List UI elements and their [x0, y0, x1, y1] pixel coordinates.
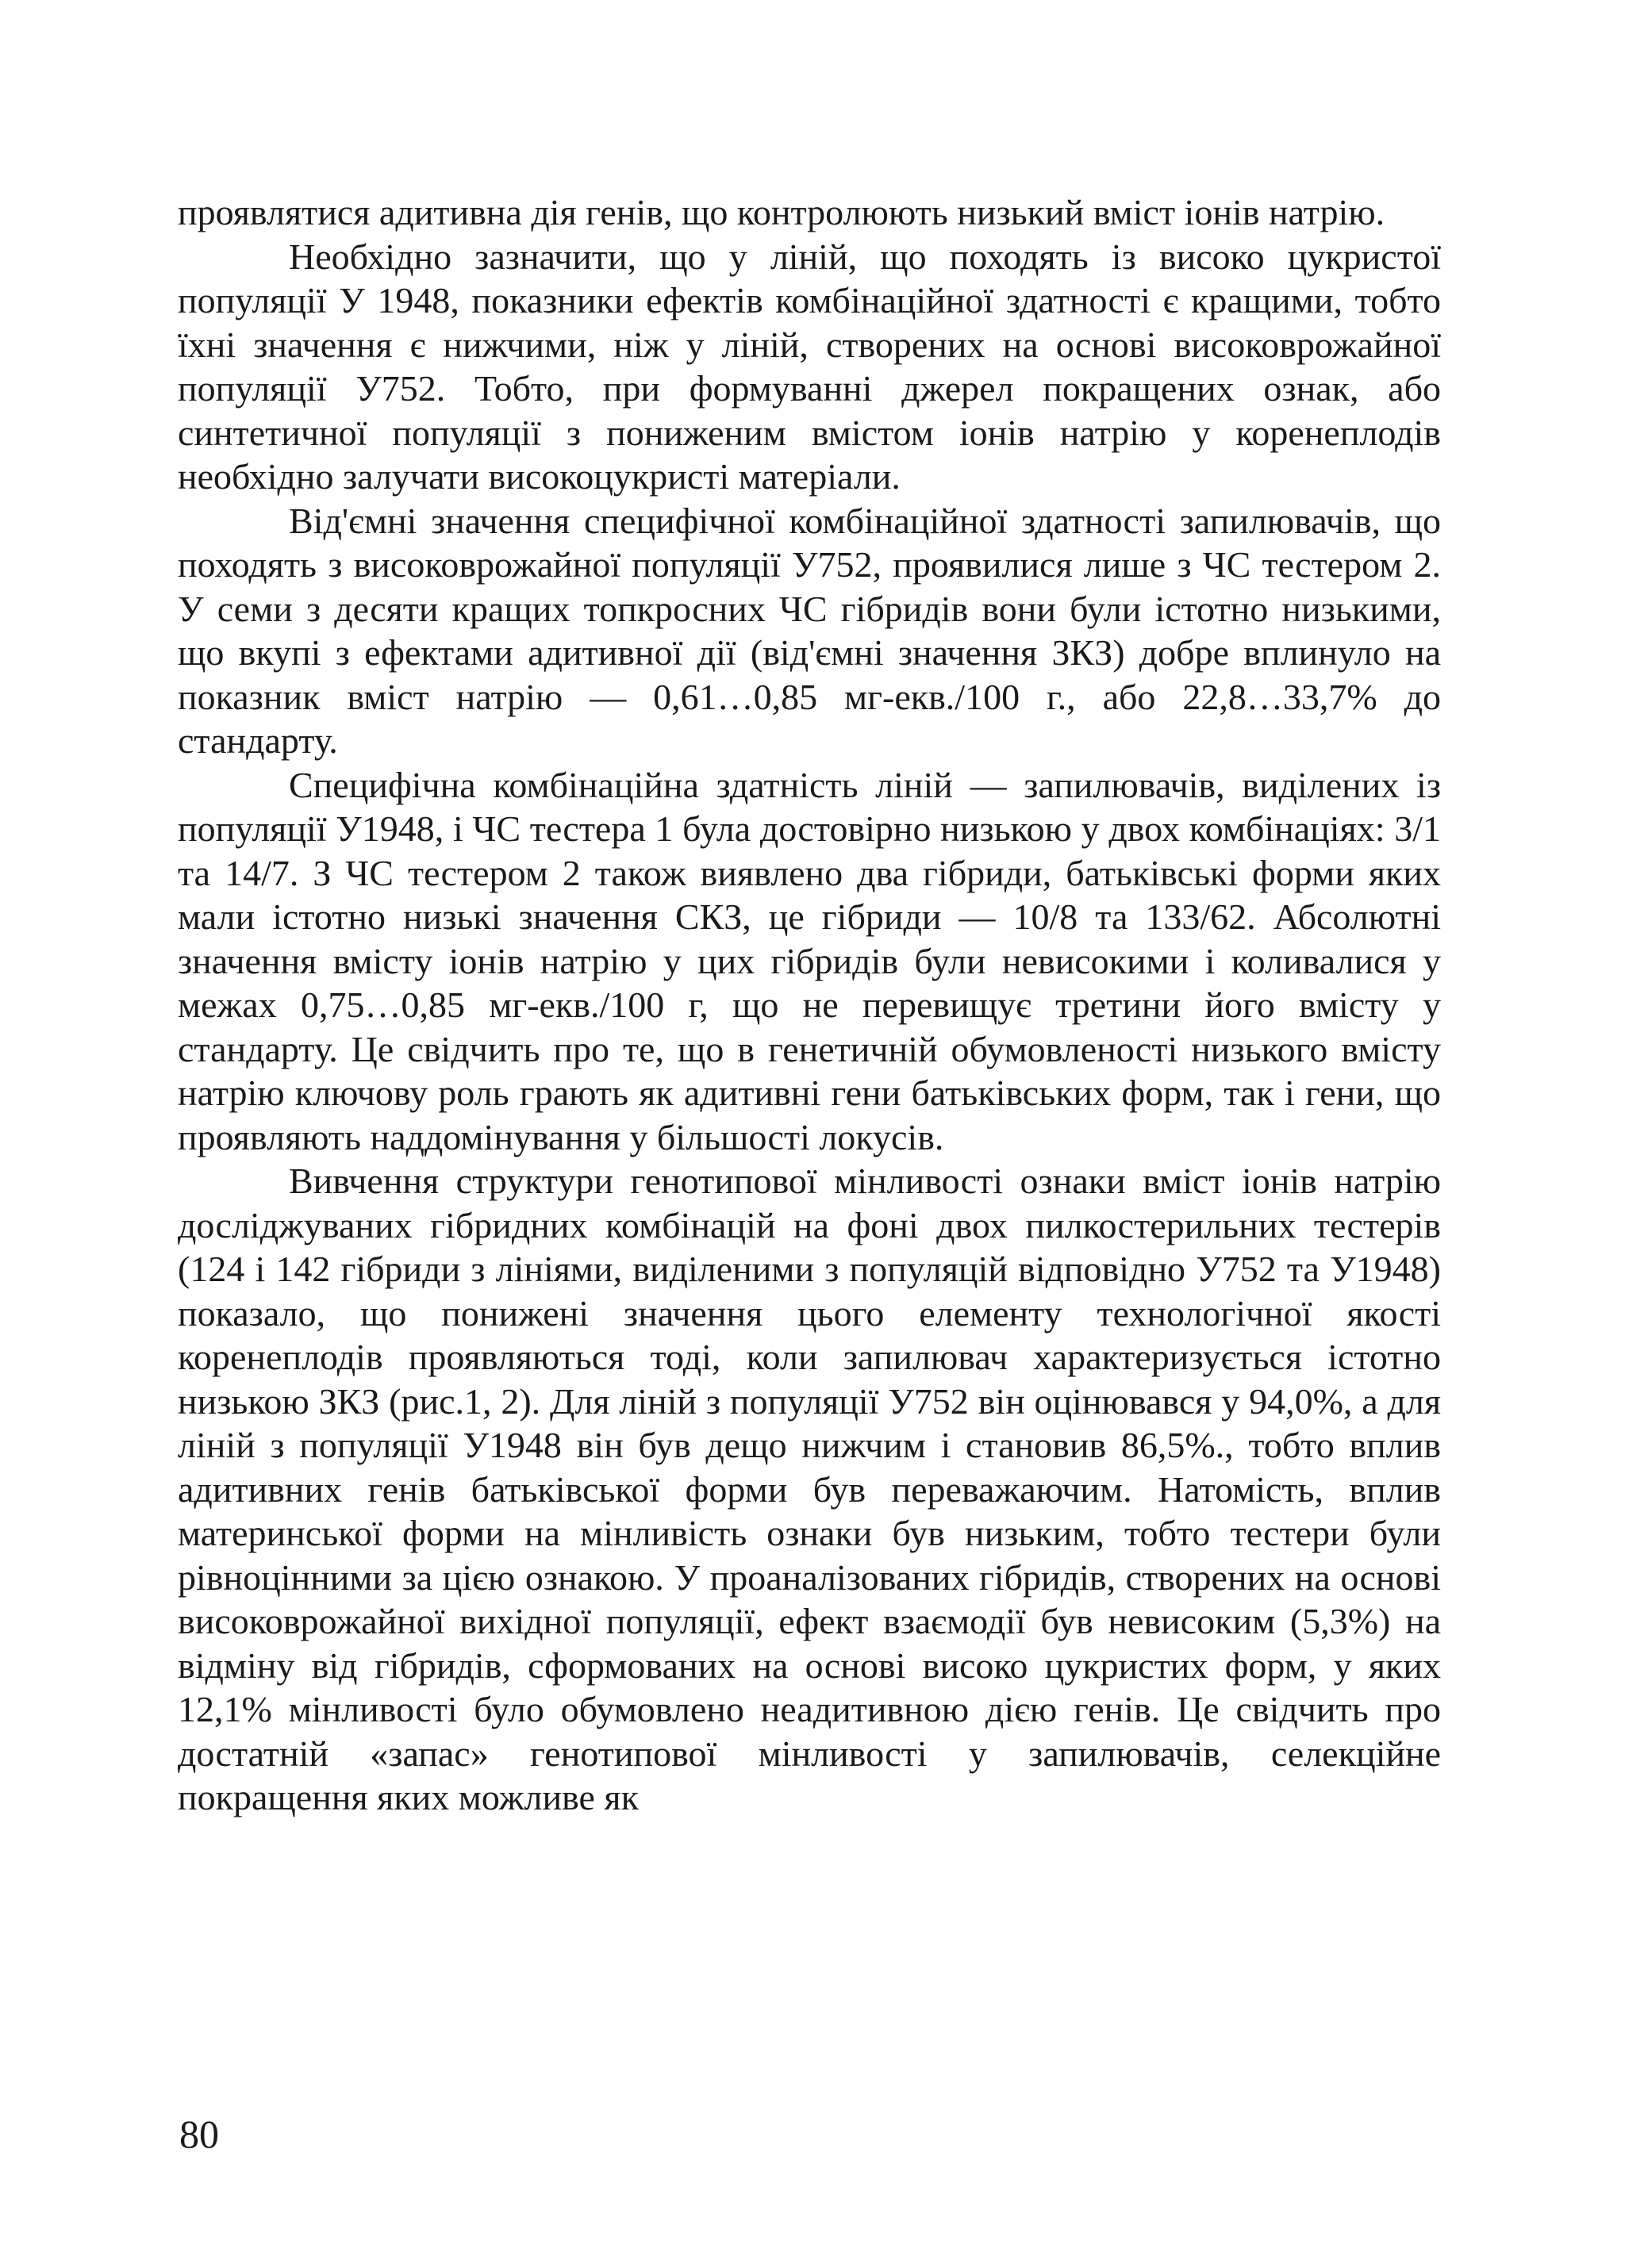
- paragraph-specific-combining-ability: Специфічна комбінаційна здатність ліній — запилювачів, виділених із популяції У1948, і ЧС тестера 1 була достовірно низькою у двох комбінаціях: 3/1 та 14/7. З ЧС тестером 2 також виявлено два гібриди, батьківські форми яких мали істотно низькі значення СКЗ, це гібриди — 10/8 та 133/62. Абсолютні значення вмісту іонів натрію у цих гібридів були невисокими і коливалися у межах 0,75…0,85 мг-екв./100 г, що не перевищує третини його вмісту у стандарту. Це свідчить про те, що в генетичній обумовленості низького вмісту натрію ключову роль грають як адитивні гени батьківських форм, так і гени, що проявляють наддомінування у більшості локусів.: [178, 764, 1441, 1157]
- page-number: 80: [179, 2112, 219, 2156]
- body-text: [178, 190, 1441, 1820]
- paragraph-genotypic-variability: Вивчення структури генотипової мінливості ознаки вміст іонів натрію досліджуваних гібридних комбінацій на фоні двох пилкостерильних тестерів (124 і 142 гібриди з лініями, виділеними з популяцій відповідно У752 та У1948) показало, що понижені значення цього елементу технологічної якості коренеплодів проявляються тоді, коли запилювач характеризується істотно низькою ЗКЗ (рис.1, 2). Для ліній з популяції У752 він оцінювався у 94,0%, а для ліній з популяції У1948 він був дещо нижчим і становив 86,5%., тобто вплив адитивних генів батьківської форми був переважаючим. Натомість, вплив материнської форми на мінливість ознаки був низьким, тобто тестери були рівноцінними за цією ознакою. У проаналізованих гібридів, створених на основі високоврожайної вихідної популяції, ефект взаємодії був невисоким (5,3%) на відміну від гібридів, сформованих на основі високо цукристих форм, у яких 12,1% мінливості було обумовлено неадитивною дією генів. Це свідчить про достатній «запас» генотипової мінливості у запилювачів, селекційне покращення яких можливе як: [178, 1161, 1441, 1817]
- paragraph-negative-sca: Від'ємні значення специфічної комбінаційної здатності запилювачів, що походять з високоврожайної популяції У752, проявилися лише з ЧС тестером 2. У семи з десяти кращих топкросних ЧС гібридів вони були істотно низькими, що вкупі з ефектами адитивної дії (від'ємні значення ЗКЗ) добре вплинуло на показник вміст натрію — 0,61…0,85 мг-екв./100 г., або 22,8…33,7% до стандарту.: [178, 500, 1441, 761]
- paragraph-continuation: проявлятися адитивна дія генів, що контролюють низький вміст іонів натрію.: [178, 192, 1385, 232]
- paragraph-population-u1948: Необхідно зазначити, що у ліній, що походять із високо цукристої популяції У 1948, показники ефектів комбінаційної здатності є кращими, тобто їхні значення є нижчими, ніж у ліній, створених на основі високоврожайної популяції У752. Тобто, при формуванні джерел покращених ознак, або синтетичної популяції з пониженим вмістом іонів натрію у коренеплодів необхідно залучати високоцукристі матеріали.: [178, 236, 1441, 497]
